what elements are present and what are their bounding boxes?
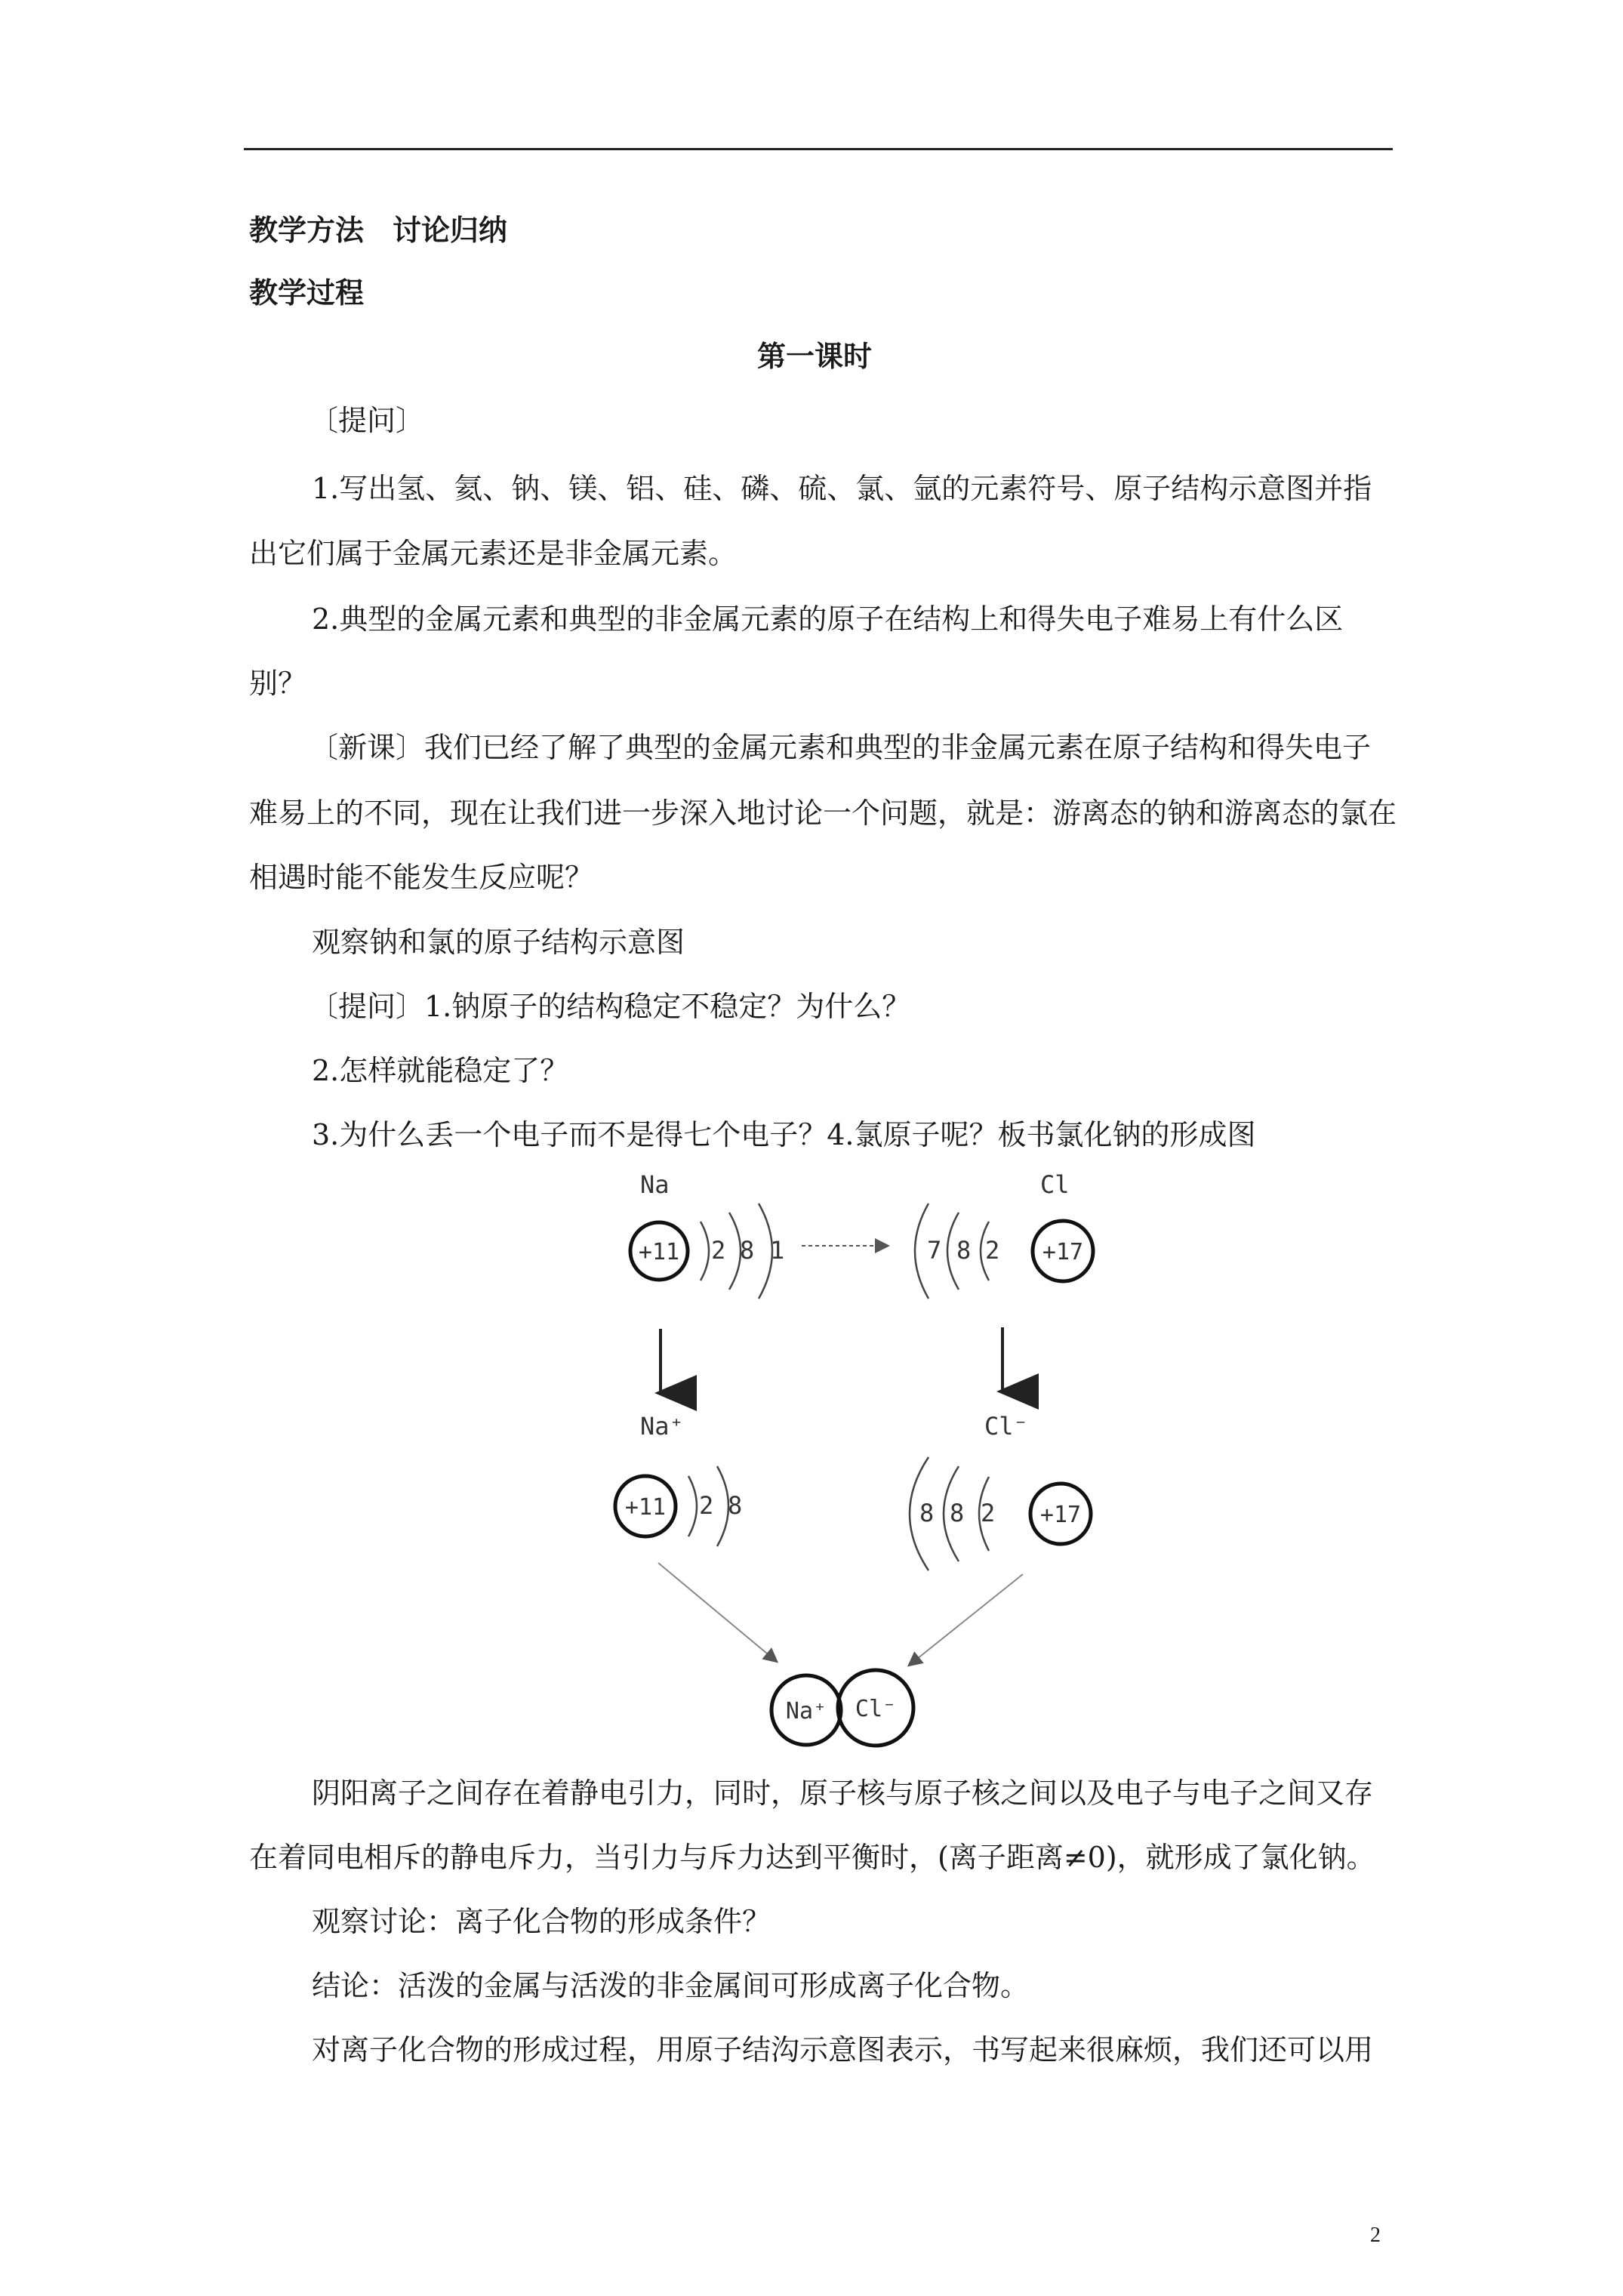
question-label: 〔提问〕 — [310, 404, 425, 437]
cl-shell-a: 7 — [927, 1236, 942, 1265]
page-number: 2 — [1370, 2224, 1381, 2247]
product-cl-label: Cl⁻ — [855, 1696, 897, 1722]
lesson-title: 第一课时 — [757, 339, 873, 373]
cl-ion-charge: +17 — [1039, 1502, 1082, 1528]
cl-shell-b: 8 — [956, 1236, 972, 1265]
new-lesson-line-3: 相遇时能不能发生反应呢？ — [249, 861, 594, 894]
na-ion-shell-a: 2 — [699, 1491, 714, 1520]
conclusion-line: 结论：活泼的金属与活泼的非金属间可形成离子化合物。 — [312, 1969, 1030, 2002]
discussion-line: 观察讨论：离子化合物的形成条件？ — [312, 1905, 771, 1938]
teaching-method: 教学方法 讨论归纳 — [249, 213, 508, 247]
na-ion-charge: +11 — [624, 1494, 667, 1521]
diagram-canvas — [604, 1155, 1132, 1759]
last-line: 对离子化合物的形成过程，用原子结沟示意图表示，书写起来很麻烦，我们还可以用 — [312, 2033, 1374, 2066]
na-atom-charge: +11 — [638, 1239, 680, 1265]
explanation-line-2: 在着同电相斥的静电斥力，当引力与斥力达到平衡时，(离子距离≠0)，就形成了氯化钠。 — [249, 1841, 1375, 1874]
ask-line-2: 2.怎样就能稳定了？ — [312, 1054, 569, 1087]
cl-ion-label: Cl⁻ — [984, 1412, 1028, 1441]
ask-line-3: 3.为什么丢一个电子而不是得七个电子？4.氯原子呢？板书氯化钠的形成图 — [312, 1118, 1256, 1151]
question-1-line-2: 出它们属于金属元素还是非金属元素。 — [249, 537, 738, 570]
na-ion-shell-b: 8 — [728, 1491, 743, 1520]
na-shell-a: 2 — [711, 1236, 726, 1265]
cl-ion-shell-a: 8 — [919, 1499, 935, 1527]
na-shell-b: 8 — [740, 1236, 755, 1265]
cl-atom-label-2: Cl — [1040, 1170, 1070, 1199]
cl-shell-c: 2 — [985, 1236, 1000, 1265]
na-shell-c: 1 — [770, 1236, 785, 1265]
cl-ion-shell-b: 8 — [950, 1499, 965, 1527]
new-lesson-line-2: 难易上的不同，现在让我们进一步深入地讨论一个问题，就是：游离态的钠和游离态的氯在 — [249, 797, 1397, 830]
na-ion-label: Na⁺ — [640, 1412, 684, 1441]
product-na-label: Na⁺ — [785, 1698, 827, 1724]
observe-line: 观察钠和氯的原子结构示意图 — [312, 926, 685, 959]
teaching-process-heading: 教学过程 — [249, 276, 365, 310]
ask-line-1: 〔提问〕1.钠原子的结构稳定不稳定？为什么？ — [310, 990, 911, 1023]
cl-atom-charge: +17 — [1042, 1239, 1084, 1265]
header-rule — [244, 148, 1393, 150]
question-2-line-1: 2.典型的金属元素和典型的非金属元素的原子在结构上和得失电子难易上有什么区 — [312, 603, 1344, 636]
new-lesson-line-1: 〔新课〕我们已经了解了典型的金属元素和典型的非金属元素在原子结构和得失电子 — [310, 731, 1372, 764]
na-atom-label-2: Na — [640, 1170, 670, 1199]
question-2-line-2: 别？ — [249, 667, 307, 700]
cl-ion-shell-c: 2 — [981, 1499, 996, 1527]
question-1-line-1: 1.写出氢、氦、钠、镁、铝、硅、磷、硫、氯、氩的元素符号、原子结构示意图并指 — [312, 472, 1372, 505]
explanation-line-1: 阴阳离子之间存在着静电引力，同时，原子核与原子核之间以及电子与电子之间又存 — [312, 1777, 1374, 1810]
